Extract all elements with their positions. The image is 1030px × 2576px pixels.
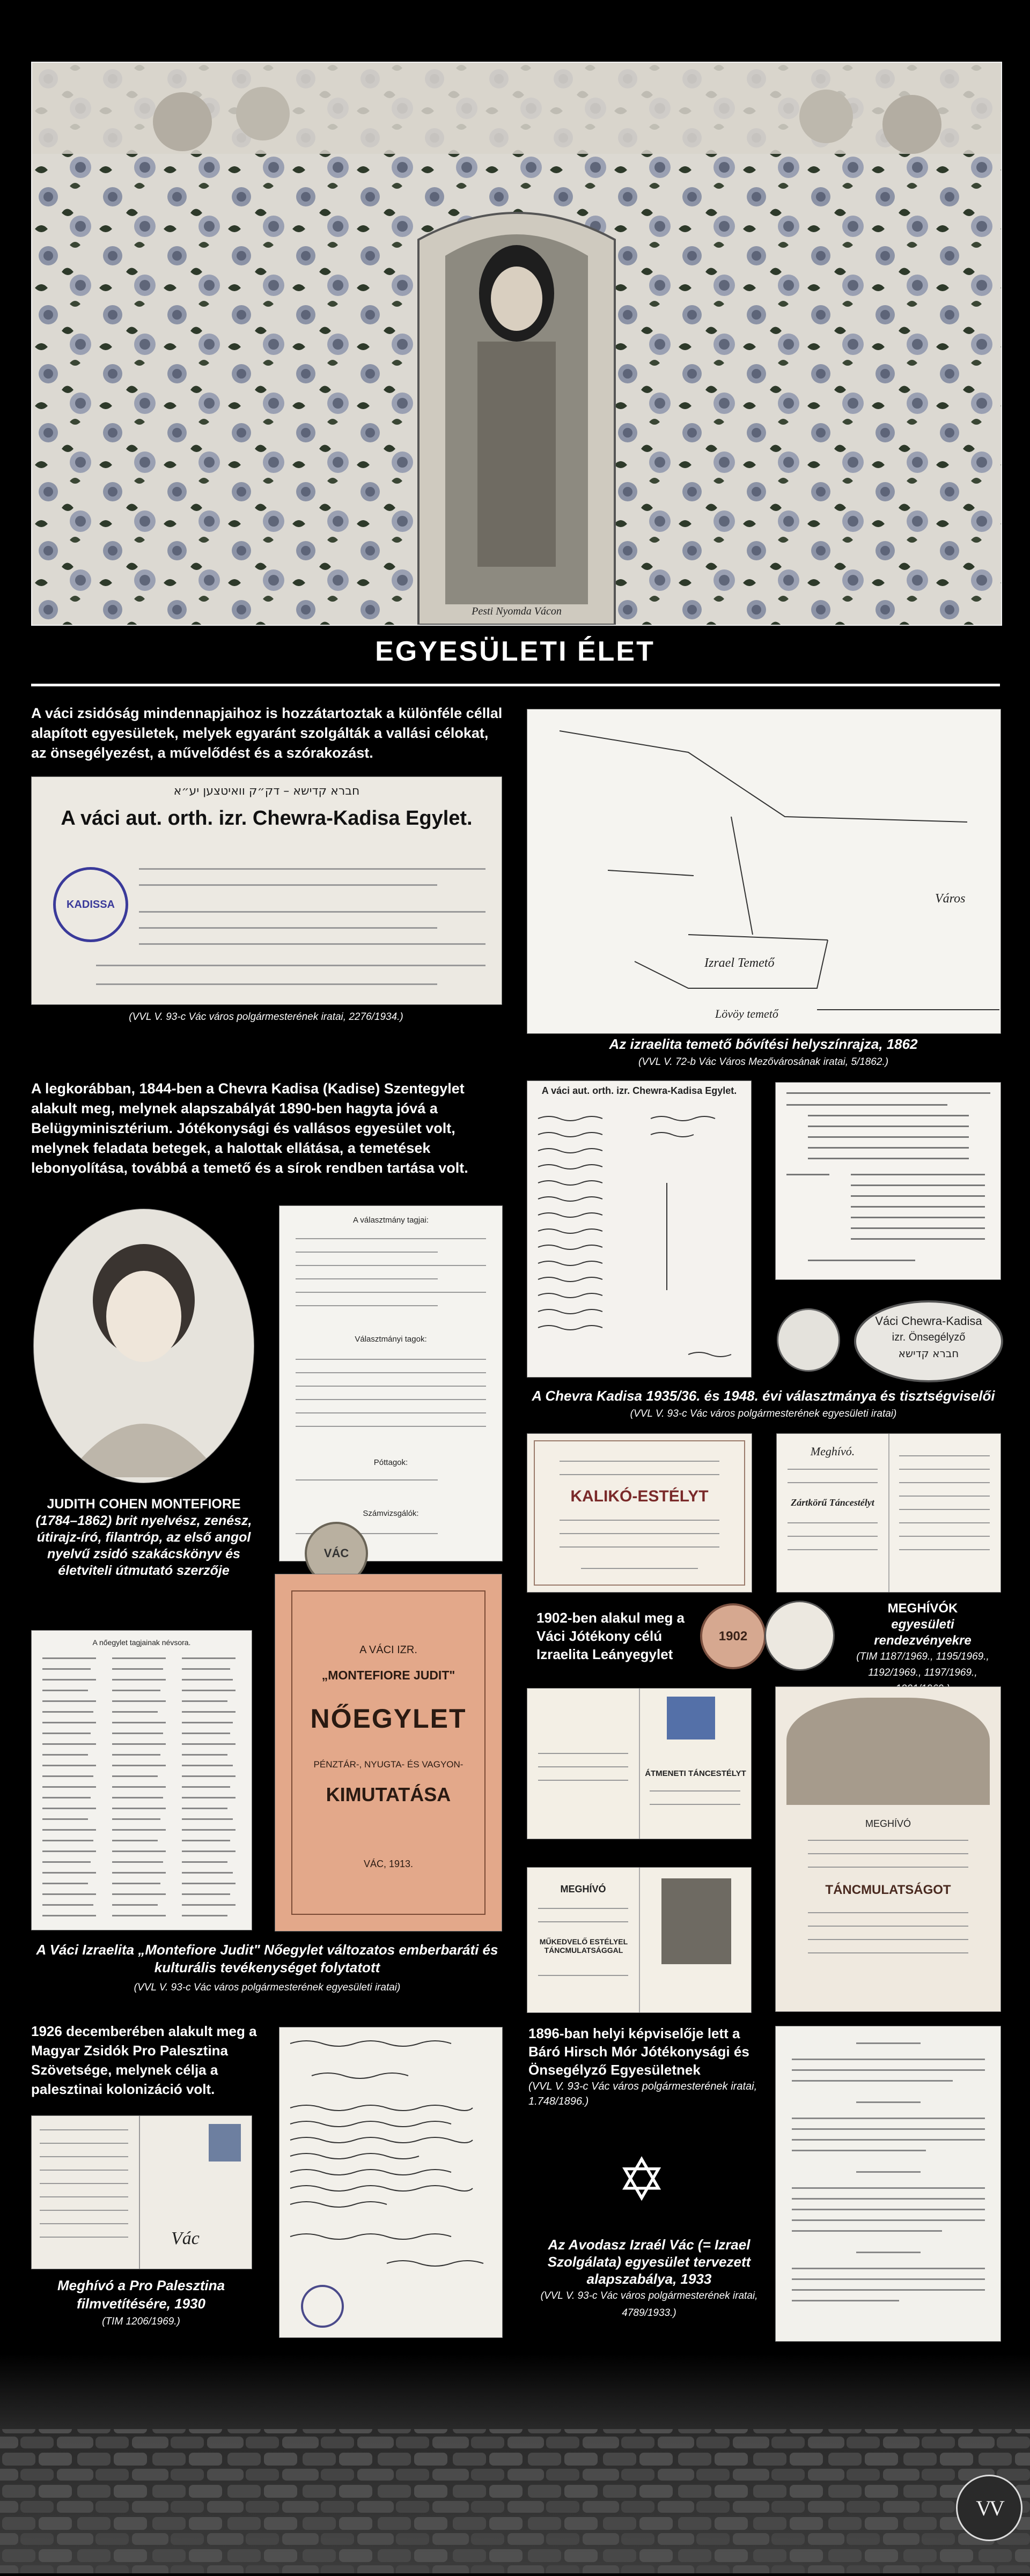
chevra-kadisa-text: A legkorábban, 1844-ben a Chevra Kadisa (Kadise) Szentegylet alakult meg, melynek alapszabályát 1890-ben hagyta jóvá a Belügyminisztérium. Jótékonysági és vallásos egyesület volt, melynek feladata betegek, a halottak ellátása, a temetések lebonyolítása, továbbá a temető és a sírok rendben tartása volt. xyxy=(31,1080,468,1176)
leanyegylet-seal-2 xyxy=(764,1601,835,1671)
booklet-line-1: A VÁCI IZR. xyxy=(359,1644,417,1656)
noegylet-caption xyxy=(31,1941,503,1996)
zartkoru-title: Zártkörű Táncestélyt xyxy=(791,1497,874,1508)
chewra-kadisa-stamp xyxy=(854,1300,1003,1382)
hirsch-ref: (VVL V. 93-c Vác város polgármesterének iratai, 1.748/1896.) xyxy=(528,2081,757,2107)
palesztina-caption-title: Meghívó a Pro Palesztina filmvetítésére, 1930 xyxy=(57,2277,225,2312)
floral-pattern xyxy=(32,63,1001,625)
members-columns xyxy=(32,1652,252,1930)
handwritten-names xyxy=(527,1102,751,1378)
stamp-sub: izr. Önsegélyző xyxy=(892,1331,966,1343)
cemetery-caption-ref: (VVL V. 72-b Vác Város Mezővárosának iratai, 5/1862.) xyxy=(638,1056,889,1068)
plan-label-varos: Város xyxy=(935,892,966,906)
list-doc-heading: A váci aut. orth. izr. Chewra-Kadisa Egylet. xyxy=(541,1085,737,1096)
atmeneti-title: ÁTMENETI TÁNCESTÉLYT xyxy=(645,1769,746,1778)
leanyegylet-seal-year: 1902 xyxy=(718,1628,748,1644)
palesztina-caption-ref: (TIM 1206/1969.) xyxy=(102,2316,180,2327)
chevra-board-caption-title: A Chevra Kadisa 1935/36. és 1948. évi választmánya és tisztségviselői xyxy=(532,1388,995,1404)
chevra-board-caption-ref: (VVL V. 93-c Vác város polgármesterének egyesületi iratai) xyxy=(630,1408,897,1419)
montefiore-desc: (1784–1862) brit nyelvész, zenész, útirajz-író, filantróp, az első angol nyelvű zsidó szakácskönyv és életviteli útmutató szerzője xyxy=(35,1513,252,1578)
board-heading-3: Póttagok: xyxy=(373,1458,408,1467)
avodasz-text: Az Avodasz Izraél Vác (= Izrael Szolgálata) egyesület tervezett alapszabálya, 1933 xyxy=(547,2237,751,2287)
zartkoru-head: Meghívó. xyxy=(810,1445,855,1458)
members-heading: A nőegylet tagjainak névsora. xyxy=(92,1638,191,1647)
palesztina-text: 1926 decemberében alakult meg a Magyar Zsidók Pro Palesztina Szövetsége, melynek célja a palesztinai kolonizáció volt. xyxy=(31,2023,257,2097)
kadissa-stamp xyxy=(53,867,128,942)
kaliko-invitation xyxy=(527,1433,752,1593)
atmeneti-invitation xyxy=(527,1688,752,1839)
vv-logo xyxy=(956,2475,1022,2541)
handwritten-letter xyxy=(279,2027,503,2338)
hirsch-text xyxy=(528,2024,767,2109)
tancmulatsag-invitation xyxy=(775,1686,1001,2012)
leanyegylet-text: 1902-ben alakul meg a Váci Jótékony célú Izraelita Leányegylet xyxy=(536,1610,685,1662)
cobblestones xyxy=(0,2354,1030,2573)
booklet-line-5: KIMUTATÁSA xyxy=(326,1783,451,1805)
montefiore-name: JUDITH COHEN MONTEFIORE xyxy=(47,1497,241,1512)
avodasz-ref: (VVL V. 93-c Vác város polgármesterének iratai, 4789/1933.) xyxy=(540,2290,758,2319)
handwriting xyxy=(279,2027,502,2337)
banner-image xyxy=(31,62,1002,626)
meghivok-sub: egyesületi rendezvényekre xyxy=(874,1617,972,1648)
board-heading-2: Választmányi tagok: xyxy=(355,1335,427,1344)
cobblestone-footer xyxy=(0,2354,1030,2573)
banner-caption: Pesti Nyomda Vácon xyxy=(472,605,562,617)
portrait-drawing xyxy=(34,1209,254,1483)
typed-lines xyxy=(776,1083,1000,1279)
noegylet-caption-ref: (VVL V. 93-c Vác város polgármesterének egyesületi iratai) xyxy=(134,1982,401,1993)
statute-lines xyxy=(776,2026,1000,2341)
title-divider xyxy=(31,684,1000,686)
round-stamp xyxy=(777,1308,840,1372)
palesztina-caption xyxy=(31,2276,251,2331)
hirsch-text-main: 1896-ban helyi képviselője lett a Báró Hirsch Mór Jótékonysági és Önsegélyző Egyesületnek xyxy=(528,2025,749,2078)
stamp-title: Váci Chewra-Kadisa xyxy=(875,1314,982,1328)
booklet-line-2: „MONTEFIORE JUDIT" xyxy=(321,1668,455,1682)
typed-members-list xyxy=(775,1082,1001,1280)
vac-seal-text: VÁC xyxy=(323,1546,349,1560)
plan-label-izrael: Izrael Temető xyxy=(704,956,775,970)
montefiore-caption xyxy=(31,1496,256,1579)
mukedvelo-title: MŰKEDVELŐ ESTÉLYEL TÁNCMULATSÁGGAL xyxy=(539,1937,628,1955)
site-plan-drawing xyxy=(527,709,1000,1033)
cemetery-site-plan xyxy=(527,709,1001,1034)
cemetery-caption-title: Az izraelita temető bővítési helyszínrajza, 1862 xyxy=(609,1036,918,1052)
document-hebrew-header: חברא קדישא – דק״ק וואיטצען יע״א xyxy=(173,784,360,798)
page-title: EGYESÜLETI ÉLET xyxy=(375,636,655,667)
board-heading-4: Számvizsgálók: xyxy=(363,1509,419,1518)
document-heading: A váci aut. orth. izr. Chewra-Kadisa Egylet. xyxy=(61,807,473,830)
zartkoru-invitation xyxy=(776,1433,1001,1593)
board-members-document xyxy=(279,1205,503,1561)
booklet-line-6: VÁC, 1913. xyxy=(363,1859,414,1869)
noegylet-booklet xyxy=(275,1574,502,1931)
intro-text: A váci zsidóság mindennapjaihoz is hozzátartoztak a különféle céllal alapított egyesületek, melyek egyaránt szolgálták a vallási célokat, az önsegélyezést, a művelődést és a szórakozást. xyxy=(31,705,503,761)
meghivok-title: MEGHÍVÓK xyxy=(887,1601,958,1616)
avodasz-caption xyxy=(536,2236,762,2322)
chevra-document-ref: (VVL V. 93-c Vác város polgármesterének iratai, 2276/1934.) xyxy=(129,1011,403,1023)
leanyegylet-seal xyxy=(700,1603,766,1669)
vv-logo-text: VV xyxy=(976,2496,1003,2520)
booklet-line-4: PÉNZTÁR-, NYUGTA- ÉS VAGYON- xyxy=(313,1759,464,1770)
plan-label-lovoy: Lövöy temető xyxy=(715,1007,778,1020)
mukedvelo-invitation xyxy=(527,1867,752,2013)
board-heading-1: A választmány tagjai: xyxy=(353,1216,429,1225)
cemetery-caption xyxy=(527,1035,1000,1071)
booklet-line-3: NŐEGYLET xyxy=(310,1704,467,1734)
chevra-members-list xyxy=(527,1080,752,1378)
card-city: Vác xyxy=(171,2229,200,2248)
members-list-document xyxy=(31,1630,252,1930)
kaliko-title: KALIKÓ-ESTÉLYT xyxy=(570,1487,709,1505)
star-of-david-icon: ✡ xyxy=(617,2145,667,2214)
chevra-kadisa-document xyxy=(31,776,502,1005)
kadissa-stamp-text: KADISSA xyxy=(66,898,115,911)
meghivok-ref: (TIM 1187/1969., 1195/1969., 1192/1969., 1197/1969., xyxy=(856,1651,989,1678)
palesztina-invitation-card xyxy=(31,2115,252,2269)
tancmulatsag-title: TÁNCMULATSÁGOT xyxy=(825,1883,951,1897)
tancmulatsag-head: MEGHÍVÓ xyxy=(865,1818,911,1829)
noegylet-caption-title: A Váci Izraelita „Montefiore Judit" Nőegylet változatos emberbaráti és kulturális tevékenységet folytatott xyxy=(36,1942,498,1975)
stamp-hebrew: חברא קדישא xyxy=(898,1347,959,1360)
mukedvelo-head: MEGHÍVÓ xyxy=(560,1884,606,1894)
chevra-board-caption xyxy=(527,1387,1000,1423)
avodasz-statute-document xyxy=(775,2026,1001,2342)
montefiore-portrait xyxy=(33,1209,254,1483)
meghivok-caption xyxy=(842,1601,1003,1697)
